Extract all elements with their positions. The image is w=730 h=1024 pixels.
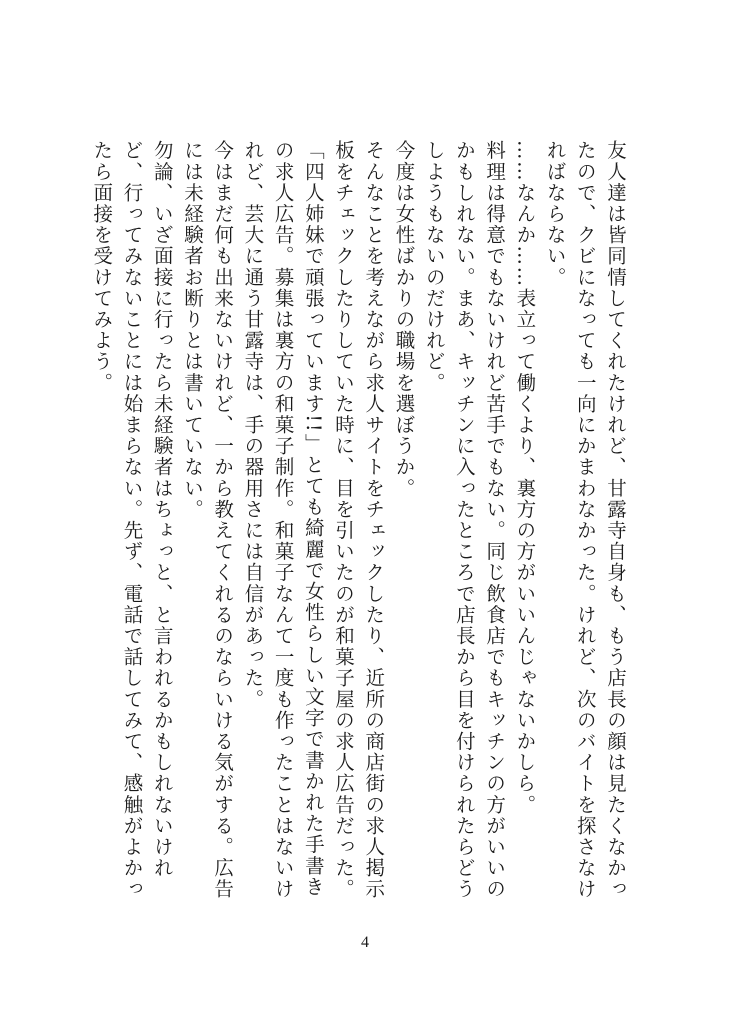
paragraph-1: 友人達は皆同情してくれたけれど、甘露寺自身も、もう店長の顔は見たくなかったので、クビになっても一向にかまわなかった。けれど、次のバイトを探さなければならない。 [543,140,627,900]
paragraph-3: 料理は得意でもないけれど苦手でもない。同じ飲食店でもキッチンの方がいいのかもしれない。まあ、キッチンに入ったところで店長から目を付けられたらどうしようもないのだけれど。 [422,140,507,900]
paragraph-7: 今はまだ何も出来ないけれど、一から教えてくれるのならいける気がする。広告には未経験者お断りとは書いていない。 [180,140,235,900]
paragraph-5: そんなことを考えながら求人サイトをチェックしたり、近所の商店街の求人掲示板をチェックしたりしていた時に、目を引いたのが和菓子屋の求人広告だった。 [332,140,386,900]
paragraph-2: ……なんか……表立って働くより、裏方の方がいいんじゃないかしら。 [513,140,537,816]
paragraph-6: 「四人姉妹で頑張っています!!」とても綺麗で女性らしい文字で書かれた手書きの求人広告。募集は裏方の和菓子制作。和菓子なんて一度も作ったことはないけれど、芸大に通う甘露寺は、手の器用さには自信があった。 [241,140,325,900]
paragraph-8: 勿論、いざ面接に行ったら未経験者はちょっと、と言われるかもしれないけれど、行ってみないことには始まらない。先ず、電話で話してみて、感触がよかったら面接を受けてみよう。 [90,140,174,900]
paragraph-4: 今度は女性ばかりの職場を選ぼうか。 [392,140,416,499]
page-number: 4 [361,934,369,951]
body-text [90,140,630,910]
